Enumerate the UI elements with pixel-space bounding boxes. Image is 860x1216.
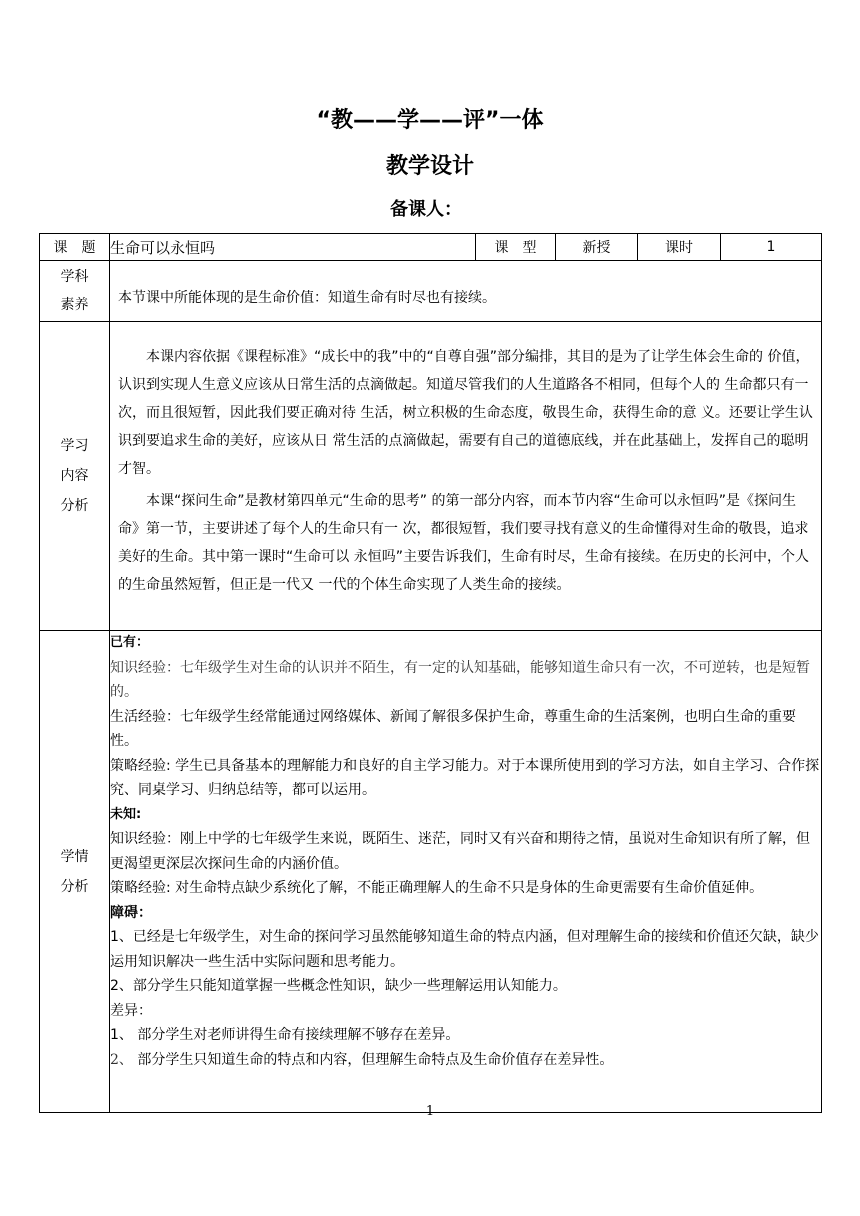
- period-value: 1: [721, 234, 822, 261]
- document-subtitle: 教学设计: [385, 154, 474, 179]
- document-title: “教——学——评”一体: [316, 108, 544, 133]
- period-label: 课时: [638, 234, 721, 261]
- content-analysis-text: [110, 322, 822, 631]
- topic-value: 生命可以永恒吗: [110, 234, 476, 261]
- difference-2: 2、 部分学生只知道生命的特点和内容，但理解生命特点及生命价值存在差异性。: [110, 1051, 614, 1068]
- content-analysis-label: 学习内容分析: [40, 322, 110, 631]
- header-row: [40, 234, 822, 261]
- obstacle-heading: 障碍：: [110, 904, 152, 921]
- learner-analysis-text: [110, 631, 822, 1113]
- difference-1: 1、 部分学生对老师讲得生命有接续理解不够存在差异。: [110, 1027, 460, 1043]
- content-analysis-row: [40, 322, 822, 631]
- has-life: 生活经验：七年级学生经常能通过网络媒体、新闻了解很多保护生命，尊重生命的生活案例，也明白生命的重要性。: [110, 708, 796, 749]
- has-knowledge: 知识经验：七年级学生对生命的认识并不陌生，有一定的认知基础，能够知道生命只有一次，不可逆转，也是短暂的。: [110, 659, 810, 700]
- learner-analysis-label: 学情分析: [40, 631, 110, 1113]
- topic-label: 课 题: [40, 234, 110, 261]
- has-heading: 已有：: [110, 635, 150, 650]
- type-label: 课 型: [476, 234, 556, 261]
- has-strategy: 策略经验: 学生已具备基本的理解能力和良好的自主学习能力。对于本课所使用到的学习方法，如自主学习、合作探究、同桌学习、归纳总结等，都可以运用。: [110, 757, 820, 798]
- lesson-design-table: [39, 233, 822, 1113]
- learner-analysis-row: [40, 631, 822, 1113]
- literacy-label: 学科素养: [40, 261, 110, 322]
- obstacle-1: 1、已经是七年级学生，对生命的探问学习虽然能够知道生命的特点内涵，但对理解生命的接续和价值还欠缺，缺少运用知识解决一些生活中实际问题和思考能力。: [110, 929, 819, 970]
- type-value: 新授: [556, 234, 638, 261]
- page-number: 1: [425, 1104, 435, 1119]
- unknown-strategy: 策略经验: 对生命特点缺少系统化了解，不能正确理解人的生命不只是身体的生命更需要有生命价值延伸。: [110, 880, 764, 896]
- literacy-row: [40, 261, 822, 322]
- content-paragraph-2: 本课“探问生命”是教材第四单元“生命的思考” 的第一部分内容，而本节内容“生命可以永恒吗”是《探问生命》第一节，主要讲述了每个人的生命只有一 次，都很短暂，我们要寻找有意义的生命懂得对生命的敬畏，追求美好的生命。其中第一课时“生命可以 永恒吗”主要告诉我们，生命有时尽，生命有接续。在历史的长河中，个人的生命虽然短暂，但正是一代又 一代的个体生命实现了人类生命的接续。: [118, 493, 809, 593]
- difference-heading: 差异：: [110, 1002, 152, 1019]
- literacy-text: 本节课中所能体现的是生命价值：知道生命有时尽也有接续。: [110, 261, 822, 322]
- unknown-knowledge: 知识经验：刚上中学的七年级学生来说，既陌生、迷茫，同时又有兴奋和期待之情，虽说对生命知识有所了解，但更渴望更深层次探问生命的内涵价值。: [110, 831, 810, 872]
- content-paragraph-1: 本课内容依据《课程标准》“成长中的我”中的“自尊自强”部分编排，其目的是为了让学生体会生命的 价值，认识到实现人生意义应该从日常生活的点滴做起。知道尽管我们的人生道路各不相同，但每个人的 生命都只有一次，而且很短暂，因此我们要正确对待 生活，树立积极的生命态度，敬畏生命，获得生命的意 义。还要让学生认识到要追求生命的美好，应该从日 常生活的点滴做起，需要有自己的道德底线，并在此基础上，发挥自己的聪明才智。: [118, 349, 813, 477]
- obstacle-2: 2、部分学生只能知道掌握一些概念性知识，缺少一些理解运用认知能力。: [110, 978, 567, 994]
- preparer-label: 备课人：: [390, 199, 462, 220]
- unknown-heading: 未知:: [110, 806, 142, 822]
